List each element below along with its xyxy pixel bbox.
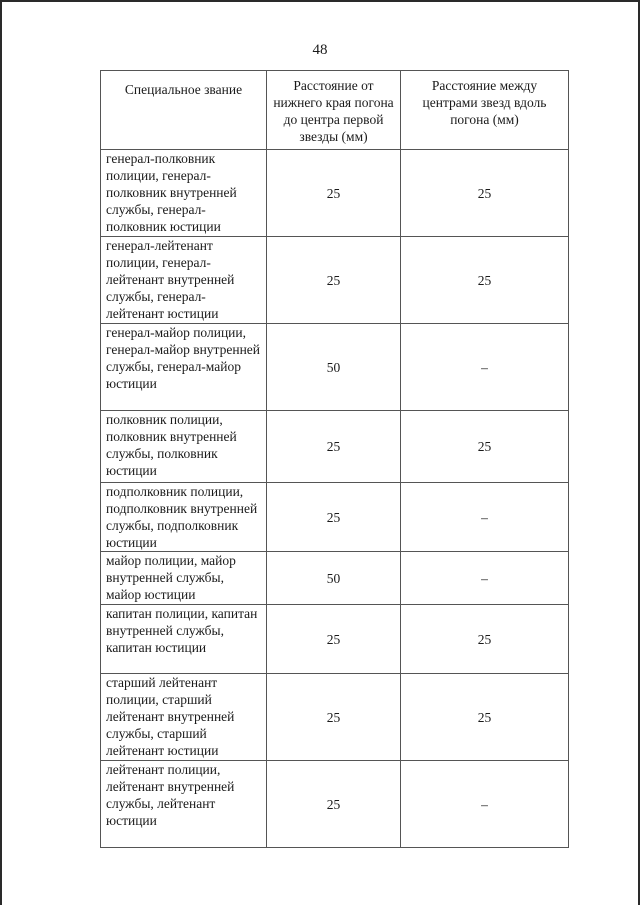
between-stars-cell: 25 — [401, 237, 569, 324]
rank-cell: генерал-майор полиции, генерал-майор внутренней службы, генерал-майор юстиции — [101, 324, 267, 411]
between-stars-cell: – — [401, 761, 569, 848]
between-stars-cell: – — [401, 483, 569, 552]
to-first-star-cell: 25 — [267, 411, 401, 483]
table-header-row — [101, 71, 569, 150]
to-first-star-cell: 25 — [267, 483, 401, 552]
to-first-star-cell: 25 — [267, 605, 401, 674]
table-row — [101, 552, 569, 605]
rank-cell: капитан полиции, капитан внутренней службы, капитан юстиции — [101, 605, 267, 674]
scan-border-top — [0, 0, 640, 2]
to-first-star-cell: 25 — [267, 237, 401, 324]
rank-cell: лейтенант полиции, лейтенант внутренней службы, лейтенант юстиции — [101, 761, 267, 848]
to-first-star-cell: 25 — [267, 674, 401, 761]
to-first-star-cell: 50 — [267, 324, 401, 411]
rank-cell: подполковник полиции, подполковник внутренней службы, подполковник юстиции — [101, 483, 267, 552]
table-row — [101, 150, 569, 237]
between-stars-cell: – — [401, 324, 569, 411]
table-row — [101, 237, 569, 324]
between-stars-cell: 25 — [401, 674, 569, 761]
page-number: 48 — [312, 42, 328, 58]
between-stars-cell: 25 — [401, 411, 569, 483]
header-between-stars: Расстояние между центрами звезд вдоль погона (мм) — [401, 71, 569, 150]
rank-cell: полковник полиции, полковник внутренней службы, полковник юстиции — [101, 411, 267, 483]
to-first-star-cell: 25 — [267, 761, 401, 848]
star-placement-table — [100, 70, 569, 848]
to-first-star-cell: 25 — [267, 150, 401, 237]
table-row — [101, 761, 569, 848]
rank-cell: генерал-лейтенант полиции, генерал-лейтенант внутренней службы, генерал-лейтенант юстиции — [101, 237, 267, 324]
scan-border-left — [0, 0, 2, 905]
rank-cell: майор полиции, майор внутренней службы, майор юстиции — [101, 552, 267, 605]
between-stars-cell: 25 — [401, 605, 569, 674]
rank-cell: генерал-полковник полиции, генерал-полковник внутренней службы, генерал-полковник юстиции — [101, 150, 267, 237]
header-rank: Специальное звание — [101, 71, 267, 150]
table-row — [101, 674, 569, 761]
table-row — [101, 483, 569, 552]
table-row — [101, 605, 569, 674]
between-stars-cell: – — [401, 552, 569, 605]
rank-cell: старший лейтенант полиции, старший лейтенант внутренней службы, старший лейтенант юстиции — [101, 674, 267, 761]
table-row — [101, 324, 569, 411]
table-row — [101, 411, 569, 483]
between-stars-cell: 25 — [401, 150, 569, 237]
to-first-star-cell: 50 — [267, 552, 401, 605]
header-to-first-star: Расстояние от нижнего края погона до центра первой звезды (мм) — [267, 71, 401, 150]
